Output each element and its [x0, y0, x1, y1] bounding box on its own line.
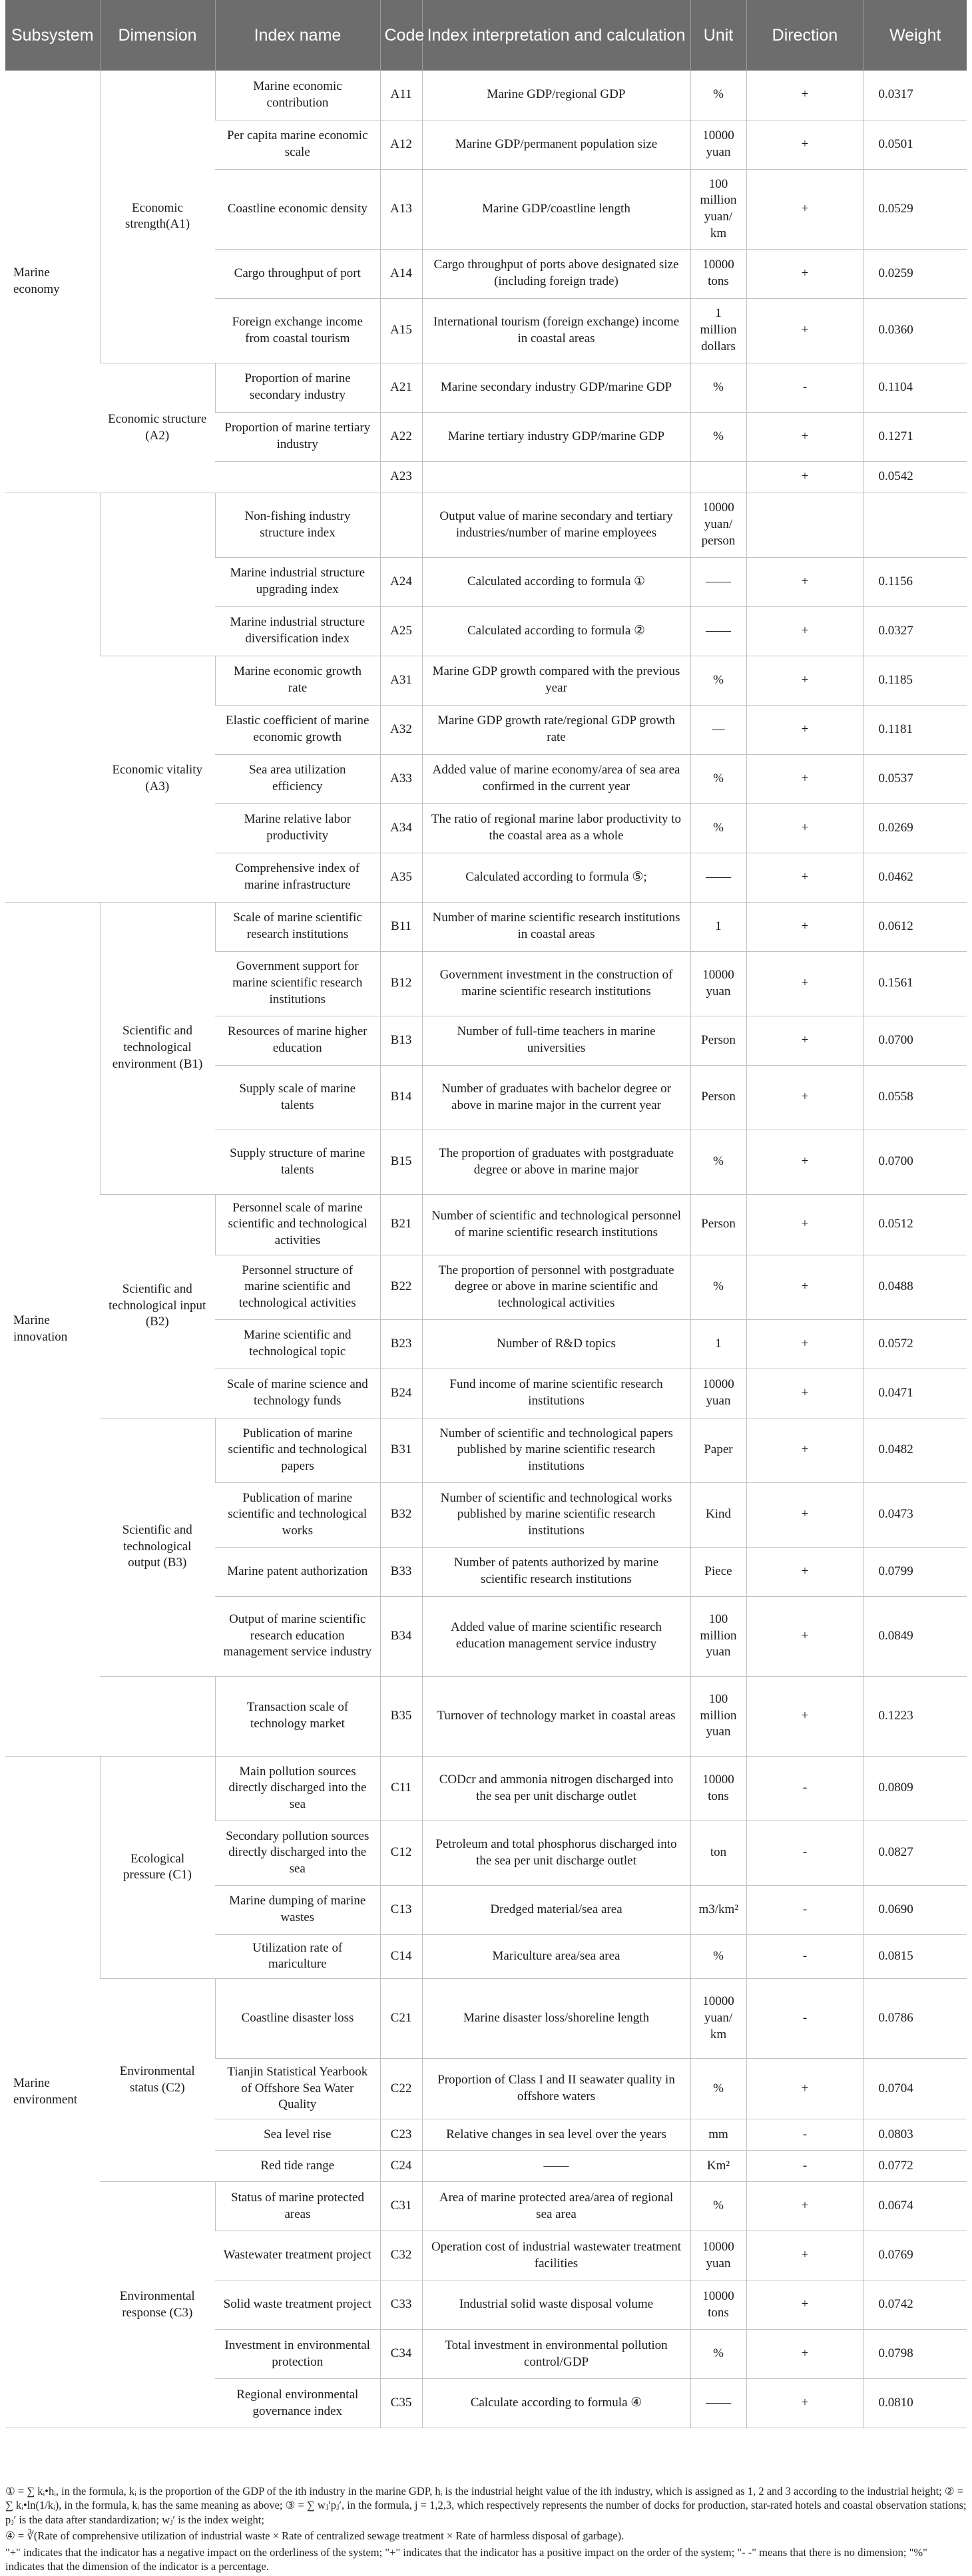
table-cell: C12 [380, 1821, 422, 1885]
table-cell: % [690, 71, 746, 120]
table-cell: Mariculture area/sea area [422, 1934, 690, 1978]
table-cell: Calculated according to formula ② [422, 606, 690, 656]
table-cell: C34 [380, 2330, 422, 2379]
table-cell: The ratio of regional marine labor productivity to the coastal area as a whole [422, 803, 690, 853]
table-cell: Main pollution sources directly discharged into the sea [215, 1756, 380, 1821]
column-header: Unit [690, 0, 746, 71]
table-cell: Comprehensive index of marine infrastructure [215, 853, 380, 902]
table-row [5, 71, 967, 120]
table-cell: B11 [380, 902, 422, 951]
table-cell: 10000 yuan [690, 120, 746, 169]
table-cell: Fund income of marine scientific research institutions [422, 1369, 690, 1418]
table-cell: 10000 tons [690, 1756, 746, 1821]
table-cell: % [690, 656, 746, 705]
table-cell: 0.0769 [863, 2231, 967, 2280]
table-cell: Marine dumping of marine wastes [215, 1885, 380, 1934]
table-cell: Scientific and technological input (B2) [100, 1194, 215, 1418]
table-cell: —— [690, 606, 746, 656]
table-cell: 0.0327 [863, 606, 967, 656]
table-cell: C21 [380, 1978, 422, 2058]
table-cell: + [746, 1418, 863, 1482]
table-cell: Number of scientific and technological personnel of marine scientific research institutions [422, 1194, 690, 1255]
table-cell: 0.0786 [863, 1978, 967, 2058]
column-header: Code [380, 0, 422, 71]
table-cell: B13 [380, 1016, 422, 1065]
table-cell: C22 [380, 2058, 422, 2119]
table-cell: Scientific and technological environment (B1) [100, 902, 215, 1194]
table-cell: - [746, 1821, 863, 1885]
table-cell: Marine economic contribution [215, 71, 380, 120]
table-cell: 0.0690 [863, 1885, 967, 1934]
table-cell: Person [690, 1194, 746, 1255]
table-cell: 0.0488 [863, 1255, 967, 1319]
table-cell: Wastewater treatment project [215, 2231, 380, 2280]
table-cell: C35 [380, 2379, 422, 2428]
table-cell: % [690, 803, 746, 853]
table-cell: + [746, 557, 863, 606]
table-cell: Number of scientific and technological papers published by marine scientific research institutions [422, 1418, 690, 1482]
table-cell: Km² [690, 2151, 746, 2182]
table-cell: 0.0772 [863, 2151, 967, 2182]
table-body [5, 71, 967, 2428]
table-cell: Proportion of Class I and II seawater quality in offshore waters [422, 2058, 690, 2119]
table-cell: Marine innovation [5, 902, 100, 1756]
table-cell: 0.0572 [863, 1319, 967, 1369]
table-cell: 100 million yuan [690, 1596, 746, 1676]
table-cell: 10000 tons [690, 2280, 746, 2330]
table-cell: - [746, 1756, 863, 1821]
table-cell: % [690, 754, 746, 803]
table-cell: 0.0512 [863, 1194, 967, 1255]
table-cell: A25 [380, 606, 422, 656]
table-cell: B14 [380, 1065, 422, 1130]
table-cell: Red tide range [215, 2151, 380, 2182]
table-cell: Person [690, 1016, 746, 1065]
table-cell [690, 461, 746, 493]
table-cell: Scale of marine scientific research institutions [215, 902, 380, 951]
table-cell: Number of graduates with bachelor degree or above in marine major in the current year [422, 1065, 690, 1130]
table-cell: % [690, 1934, 746, 1978]
table-cell: Marine GDP/regional GDP [422, 71, 690, 120]
table-cell: Added value of marine scientific research education management service industry [422, 1596, 690, 1676]
table-cell: Kind [690, 1482, 746, 1547]
table-cell: Dredged material/sea area [422, 1885, 690, 1934]
table-cell: Solid waste treatment project [215, 2280, 380, 2330]
table-cell: + [746, 2182, 863, 2231]
table-cell: Environmental response (C3) [100, 2182, 215, 2428]
table-cell: + [746, 1016, 863, 1065]
table-cell: % [690, 1255, 746, 1319]
table-cell: + [746, 71, 863, 120]
table-cell: + [746, 461, 863, 493]
table-cell: 0.0700 [863, 1016, 967, 1065]
table-cell: Ecological pressure (C1) [100, 1756, 215, 1978]
table-cell: B22 [380, 1255, 422, 1319]
table-cell: Marine GDP growth compared with the previous year [422, 656, 690, 705]
table-cell: C24 [380, 2151, 422, 2182]
table-cell: B21 [380, 1194, 422, 1255]
table-cell: + [746, 853, 863, 902]
table-row [5, 902, 967, 951]
table-cell: 0.0849 [863, 1596, 967, 1676]
table-cell: % [690, 2330, 746, 2379]
table-cell: 0.0529 [863, 169, 967, 249]
column-header: Weight [863, 0, 967, 71]
table-cell [863, 493, 967, 557]
table-cell [746, 493, 863, 557]
table-cell: Marine industrial structure diversification index [215, 606, 380, 656]
table-cell: + [746, 803, 863, 853]
table-cell: 1 [690, 1319, 746, 1369]
table-cell: + [746, 1596, 863, 1676]
table-cell: B15 [380, 1130, 422, 1194]
table-cell: Personnel structure of marine scientific and technological activities [215, 1255, 380, 1319]
table-cell: B35 [380, 1676, 422, 1756]
table-cell: Regional environmental governance index [215, 2379, 380, 2428]
table-cell [100, 1676, 215, 1756]
table-cell: Scientific and technological output (B3) [100, 1418, 215, 1676]
table-cell: Elastic coefficient of marine economic growth [215, 705, 380, 754]
table-row [5, 363, 967, 412]
table-cell: 0.0810 [863, 2379, 967, 2428]
table-cell: - [746, 1978, 863, 2058]
table-cell: + [746, 1319, 863, 1369]
table-cell: Economic vitality (A3) [100, 656, 215, 902]
table-cell: + [746, 1065, 863, 1130]
table-cell: The proportion of graduates with postgraduate degree or above in marine major [422, 1130, 690, 1194]
table-cell: Tianjin Statistical Yearbook of Offshore Sea Water Quality [215, 2058, 380, 2119]
table-row [5, 1676, 967, 1756]
table-cell: Output value of marine secondary and tertiary industries/number of marine employees [422, 493, 690, 557]
table-cell: + [746, 1130, 863, 1194]
table-cell: - [746, 1885, 863, 1934]
table-cell: + [746, 606, 863, 656]
table-cell: + [746, 1676, 863, 1756]
table-cell: Turnover of technology market in coastal areas [422, 1676, 690, 1756]
table-cell: Marine disaster loss/shoreline length [422, 1978, 690, 2058]
table-cell: Sea level rise [215, 2119, 380, 2151]
table-cell: 10000 yuan/ person [690, 493, 746, 557]
table-cell: 100 million yuan [690, 1676, 746, 1756]
table-cell: A23 [380, 461, 422, 493]
table-cell: 0.0537 [863, 754, 967, 803]
table-cell: Relative changes in sea level over the years [422, 2119, 690, 2151]
table-cell: 0.0809 [863, 1756, 967, 1821]
table-cell: 0.1185 [863, 656, 967, 705]
table-cell: 0.0803 [863, 2119, 967, 2151]
footnote-symbols: "+" indicates that the indicator has a negative impact on the orderliness of the system; "+" indicates that the indicator has a positive impact on the order of the system; "- -" means that there is no dimension; "%" indicates that the dimension of the indicator is a percentage. [5, 2545, 927, 2573]
table-cell: A11 [380, 71, 422, 120]
table-cell: - [746, 2119, 863, 2151]
table-cell: Number of R&D topics [422, 1319, 690, 1369]
table-cell: C23 [380, 2119, 422, 2151]
table-cell: + [746, 902, 863, 951]
table-header-row [5, 0, 967, 71]
table-cell: + [746, 2231, 863, 2280]
table-cell: 0.0815 [863, 1934, 967, 1978]
table-cell: 10000 yuan/ km [690, 1978, 746, 2058]
table-cell: + [746, 1482, 863, 1547]
table-cell: Proportion of marine secondary industry [215, 363, 380, 412]
table-cell: + [746, 412, 863, 461]
table-cell: The proportion of personnel with postgraduate degree or above in marine scientific and technological activities [422, 1255, 690, 1319]
table-cell: Government investment in the construction of marine scientific research institutions [422, 951, 690, 1016]
table-cell: + [746, 656, 863, 705]
table-cell: 0.0827 [863, 1821, 967, 1885]
table-cell: m3/km² [690, 1885, 746, 1934]
table-cell: + [746, 169, 863, 249]
table-cell: Output of marine scientific research education management service industry [215, 1596, 380, 1676]
table-cell: Supply scale of marine talents [215, 1065, 380, 1130]
table-cell: Government support for marine scientific research institutions [215, 951, 380, 1016]
table-cell: Cargo throughput of port [215, 249, 380, 298]
table-row [5, 656, 967, 705]
table-cell: 100 million yuan/ km [690, 169, 746, 249]
table-cell: - [746, 1934, 863, 1978]
table-cell: C11 [380, 1756, 422, 1821]
table-cell: A13 [380, 169, 422, 249]
table-cell: C14 [380, 1934, 422, 1978]
table-cell: Industrial solid waste disposal volume [422, 2280, 690, 2330]
table-cell: —— [422, 2151, 690, 2182]
table-cell: Marine tertiary industry GDP/marine GDP [422, 412, 690, 461]
table-cell: Number of patents authorized by marine scientific research institutions [422, 1547, 690, 1596]
table-cell: Calculate according to formula ④ [422, 2379, 690, 2428]
table-cell: 0.0700 [863, 1130, 967, 1194]
table-cell: 10000 yuan [690, 2231, 746, 2280]
table-cell: Marine scientific and technological topic [215, 1319, 380, 1369]
table-cell: Marine relative labor productivity [215, 803, 380, 853]
table-cell: Area of marine protected area/area of regional sea area [422, 2182, 690, 2231]
table-cell: 0.0612 [863, 902, 967, 951]
column-header: Dimension [100, 0, 215, 71]
column-header: Index name [215, 0, 380, 71]
table-row [5, 2182, 967, 2231]
table-cell: Paper [690, 1418, 746, 1482]
table-footnotes [5, 2484, 967, 2576]
table-cell: Investment in environmental protection [215, 2330, 380, 2379]
table-cell: Number of marine scientific research institutions in coastal areas [422, 902, 690, 951]
table-cell: Marine secondary industry GDP/marine GDP [422, 363, 690, 412]
table-cell: - [746, 2151, 863, 2182]
table-cell: Coastline disaster loss [215, 1978, 380, 2058]
table-cell: A32 [380, 705, 422, 754]
table-cell: Personnel scale of marine scientific and technological activities [215, 1194, 380, 1255]
table-cell [215, 461, 380, 493]
table-cell [100, 493, 215, 656]
table-cell: C32 [380, 2231, 422, 2280]
table-cell: B31 [380, 1418, 422, 1482]
table-cell: B34 [380, 1596, 422, 1676]
table-cell: —— [690, 2379, 746, 2428]
table-cell: + [746, 951, 863, 1016]
table-cell: B23 [380, 1319, 422, 1369]
table-cell: + [746, 1194, 863, 1255]
table-cell: Sea area utilization efficiency [215, 754, 380, 803]
table-cell: 1 [690, 902, 746, 951]
table-cell: 0.0259 [863, 249, 967, 298]
table-cell: B32 [380, 1482, 422, 1547]
table-cell: International tourism (foreign exchange) income in coastal areas [422, 298, 690, 363]
table-cell: Non-fishing industry structure index [215, 493, 380, 557]
table-cell: A14 [380, 249, 422, 298]
table-cell: Marine GDP/coastline length [422, 169, 690, 249]
table-cell: + [746, 249, 863, 298]
footnote-formula-4: ④ = ∛(Rate of comprehensive utilization of industrial waste × Rate of centralized sewage treatment × Rate of harmless disposal of garbage). [5, 2529, 624, 2543]
table-cell: Marine environment [5, 1756, 100, 2428]
table-cell: Status of marine protected areas [215, 2182, 380, 2231]
table-cell: 0.0742 [863, 2280, 967, 2330]
table-cell: Calculated according to formula ⑤; [422, 853, 690, 902]
table-cell: Total investment in environmental pollution control/GDP [422, 2330, 690, 2379]
table-cell: Environmental status (C2) [100, 1978, 215, 2181]
table-cell: + [746, 1255, 863, 1319]
table-cell: % [690, 412, 746, 461]
table-cell: Petroleum and total phosphorus discharged into the sea per unit discharge outlet [422, 1821, 690, 1885]
table-cell: 0.0471 [863, 1369, 967, 1418]
table-cell: Foreign exchange income from coastal tourism [215, 298, 380, 363]
table-cell: A33 [380, 754, 422, 803]
table-cell: 0.0317 [863, 71, 967, 120]
table-cell: — [690, 705, 746, 754]
table-cell: % [690, 2058, 746, 2119]
column-header: Direction [746, 0, 863, 71]
table-cell: 0.1104 [863, 363, 967, 412]
table-cell: + [746, 2379, 863, 2428]
table-cell: - [746, 363, 863, 412]
table-cell: 0.0799 [863, 1547, 967, 1596]
table-cell: % [690, 2182, 746, 2231]
table-cell: Operation cost of industrial wastewater treatment facilities [422, 2231, 690, 2280]
table-cell [5, 493, 100, 902]
table-cell: Marine economic growth rate [215, 656, 380, 705]
table-row [5, 1978, 967, 2058]
table-cell: 1 million dollars [690, 298, 746, 363]
table-cell: A31 [380, 656, 422, 705]
table-cell: 0.1561 [863, 951, 967, 1016]
table-cell: 0.0798 [863, 2330, 967, 2379]
table-cell: Scale of marine science and technology funds [215, 1369, 380, 1418]
table-cell: + [746, 2280, 863, 2330]
table-cell: C13 [380, 1885, 422, 1934]
table-cell: Publication of marine scientific and technological works [215, 1482, 380, 1547]
table-cell: + [746, 298, 863, 363]
table-cell: + [746, 754, 863, 803]
table-cell: Added value of marine economy/area of sea area confirmed in the current year [422, 754, 690, 803]
index-system-table [5, 0, 967, 2428]
table-cell: A21 [380, 363, 422, 412]
table-cell: % [690, 363, 746, 412]
table-cell: 0.0704 [863, 2058, 967, 2119]
table-cell: A35 [380, 853, 422, 902]
table-cell: CODcr and ammonia nitrogen discharged into the sea per unit discharge outlet [422, 1756, 690, 1821]
table-cell: 0.0558 [863, 1065, 967, 1130]
table-cell: Resources of marine higher education [215, 1016, 380, 1065]
table-cell: Coastline economic density [215, 169, 380, 249]
table-cell: 10000 tons [690, 249, 746, 298]
table-row [5, 493, 967, 557]
table-cell: Utilization rate of mariculture [215, 1934, 380, 1978]
table-cell: 0.0674 [863, 2182, 967, 2231]
table-cell: A34 [380, 803, 422, 853]
table-cell: Publication of marine scientific and technological papers [215, 1418, 380, 1482]
table-cell: 0.0462 [863, 853, 967, 902]
table-cell: Marine GDP growth rate/regional GDP growth rate [422, 705, 690, 754]
table-cell: A15 [380, 298, 422, 363]
table-cell [380, 493, 422, 557]
table-cell: 0.0360 [863, 298, 967, 363]
table-cell: Marine economy [5, 71, 100, 493]
table-cell: 0.1223 [863, 1676, 967, 1756]
table-cell: B12 [380, 951, 422, 1016]
table-cell: Supply structure of marine talents [215, 1130, 380, 1194]
table-cell [422, 461, 690, 493]
table-cell: —— [690, 557, 746, 606]
table-cell: Number of full-time teachers in marine universities [422, 1016, 690, 1065]
table-cell: 10000 yuan [690, 951, 746, 1016]
table-cell: Economic strength(A1) [100, 71, 215, 363]
table-cell: Marine GDP/permanent population size [422, 120, 690, 169]
table-cell: 0.0269 [863, 803, 967, 853]
footnote-formulas: ① = ∑ kᵢ•hᵢ, in the formula, kᵢ is the proportion of the GDP of the ith industry in the marine GDP, hᵢ is the industrial height value of the ith industry, which is assigned as 1, 2 and 3 according to the industrial height; ② = ∑ kᵢ•ln(1/kᵢ), in the formula, kᵢ has the same meaning as above; ③ = ∑ wⱼʹpⱼʹ, in the formula, j = 1,2,3, which respectively represents the number of docks for production, star-rated hotels and coastal observation stations; pⱼʹ is the data after standardization; wⱼʹ is the index weight; [5, 2485, 967, 2526]
column-header: Index interpretation and calculation [422, 0, 690, 71]
table-cell: —— [690, 853, 746, 902]
column-header: Subsystem [5, 0, 100, 71]
table-cell: + [746, 120, 863, 169]
table-cell: ton [690, 1821, 746, 1885]
table-cell: + [746, 2330, 863, 2379]
table-cell: Calculated according to formula ① [422, 557, 690, 606]
table-cell: Economic structure (A2) [100, 363, 215, 493]
table-cell: Cargo throughput of ports above designated size (including foreign trade) [422, 249, 690, 298]
table-row [5, 1418, 967, 1482]
table-cell: + [746, 2058, 863, 2119]
table-cell: 10000 yuan [690, 1369, 746, 1418]
table-cell: B33 [380, 1547, 422, 1596]
table-cell: + [746, 1547, 863, 1596]
table-cell: Marine patent authorization [215, 1547, 380, 1596]
table-cell: B24 [380, 1369, 422, 1418]
table-cell: 0.1181 [863, 705, 967, 754]
table-cell: Number of scientific and technological works published by marine scientific research institutions [422, 1482, 690, 1547]
table-cell: Transaction scale of technology market [215, 1676, 380, 1756]
table-cell: 0.1271 [863, 412, 967, 461]
table-cell: A22 [380, 412, 422, 461]
table-cell: Person [690, 1065, 746, 1130]
table-cell: C31 [380, 2182, 422, 2231]
table-cell: 0.0542 [863, 461, 967, 493]
table-cell: A12 [380, 120, 422, 169]
table-row [5, 1756, 967, 1821]
table-cell: 0.0501 [863, 120, 967, 169]
table-cell: 0.0473 [863, 1482, 967, 1547]
table-cell: Marine industrial structure upgrading index [215, 557, 380, 606]
table-cell: + [746, 1369, 863, 1418]
table-cell: Secondary pollution sources directly discharged into the sea [215, 1821, 380, 1885]
table-cell: A24 [380, 557, 422, 606]
table-cell: Per capita marine economic scale [215, 120, 380, 169]
table-row [5, 1194, 967, 1255]
table-cell: C33 [380, 2280, 422, 2330]
table-cell: + [746, 705, 863, 754]
table-cell: Proportion of marine tertiary industry [215, 412, 380, 461]
table-cell: % [690, 1130, 746, 1194]
table-cell: mm [690, 2119, 746, 2151]
table-cell: 0.1156 [863, 557, 967, 606]
table-cell: Piece [690, 1547, 746, 1596]
table-cell: 0.0482 [863, 1418, 967, 1482]
